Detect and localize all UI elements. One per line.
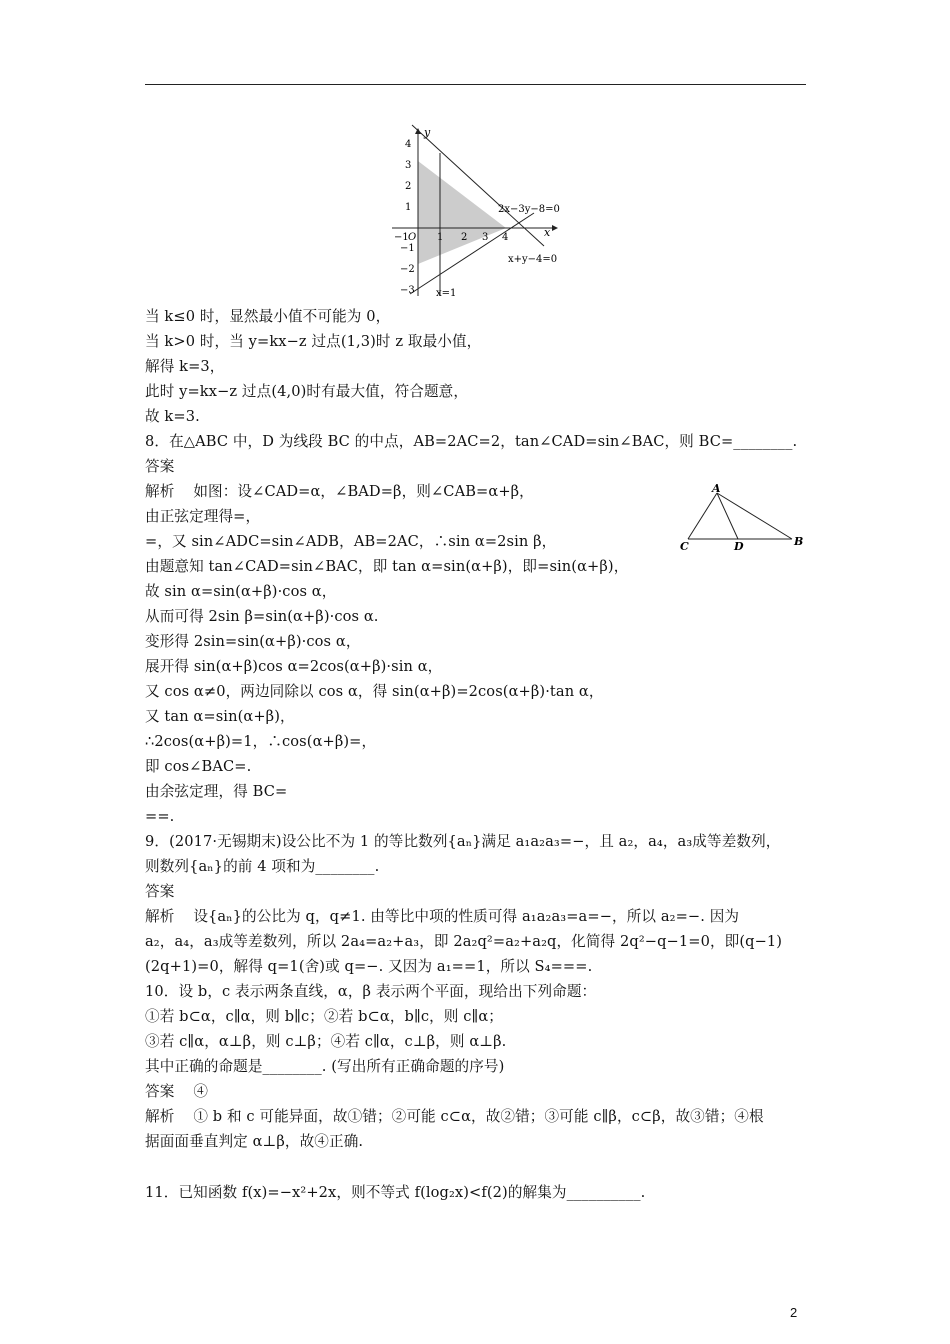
solution-line: 又 tan α=sin(α+β)， [145, 708, 295, 725]
solution-line: ==. [145, 808, 175, 825]
text-line: 当 k>0 时，当 y=kx−z 过点(1,3)时 z 取最小值， [145, 333, 482, 350]
question-10: ③若 c∥α，α⊥β，则 c⊥β；④若 c∥α，c⊥β，则 α⊥β. [145, 1033, 507, 1050]
side-ac [688, 493, 717, 539]
page-number: 2 [790, 1305, 798, 1320]
answer-label: 答案 [145, 458, 175, 475]
question-10: ①若 b⊂α，c∥α，则 b∥c；②若 b⊂α，b∥c，则 c∥α； [145, 1008, 503, 1025]
y-tick-label: −3 [400, 285, 415, 296]
solution-line: 据面面垂直判定 α⊥β，故④正确. [145, 1133, 364, 1150]
solution-line: 即 cos∠BAC=. [145, 758, 252, 775]
feasible-region-graph [378, 120, 578, 310]
vertex-c-label: C [680, 540, 689, 553]
question-8: 8．在△ABC 中，D 为线段 BC 的中点，AB=2AC=2，tan∠CAD=sin∠BAC，则 BC=________. [145, 433, 798, 450]
x-axis-arrow [552, 225, 558, 231]
vertex-b-label: B [794, 535, 804, 548]
solution-line: a₂，a₄，a₃成等差数列，所以 2a₄=a₂+a₃，即 2a₂q²=a₂+a₂q，化简得 2q²−q−1=0，即(q−1) [145, 933, 783, 950]
triangle-figure [676, 481, 812, 555]
line3-label: x=1 [436, 288, 457, 299]
line2-label: x+y−4=0 [508, 254, 558, 265]
y-axis-label: y [424, 126, 431, 139]
text-line: 此时 y=kx−z 过点(4,0)时有最大值，符合题意， [145, 383, 469, 400]
solution-line: 解析 如图：设∠CAD=α，∠BAD=β，则∠CAB=α+β， [145, 483, 534, 500]
answer-label: 答案 [145, 883, 175, 900]
y-tick-label: −2 [400, 264, 415, 275]
solution-line: 由余弦定理，得 BC= [145, 783, 288, 800]
x-tick-label: 4 [502, 232, 509, 243]
shaded-region [418, 161, 509, 264]
x-tick-label: 3 [482, 232, 489, 243]
solution-line: 由正弦定理得=， [145, 508, 261, 525]
solution-line: 展开得 sin(α+β)cos α=2cos(α+β)·sin α， [145, 658, 443, 675]
y-tick-label: −1 [400, 243, 415, 254]
x-tick-label: 1 [437, 232, 444, 243]
solution-line: 从而可得 2sin β=sin(α+β)·cos α. [145, 608, 379, 625]
answer-label: 答案 ④ [145, 1083, 209, 1100]
solution-line: 由题意知 tan∠CAD=sin∠BAC，即 tan α=sin(α+β)，即=sin(α+β)， [145, 558, 629, 575]
question-11: 11．已知函数 f(x)=−x²+2x，则不等式 f(log₂x)<f(2)的解集为__________. [145, 1184, 646, 1201]
header-rule [145, 84, 806, 85]
y-tick-label: 2 [405, 181, 412, 192]
y-tick-label: 1 [405, 202, 412, 213]
vertex-a-label: A [712, 482, 721, 495]
x-tick-label: −1 [394, 232, 409, 243]
side-ab [717, 493, 792, 539]
question-10: 其中正确的命题是________. (写出所有正确命题的序号) [145, 1058, 505, 1075]
y-tick-label: 3 [405, 160, 412, 171]
point-d-label: D [734, 540, 744, 553]
solution-line: ∴2cos(α+β)=1，∴cos(α+β)=， [145, 733, 377, 750]
question-9: 9．(2017·无锡期末)设公比不为 1 的等比数列{aₙ}满足 a₁a₂a₃=−，且 a₂，a₄，a₃成等差数列， [145, 833, 781, 850]
line1-label: 2x−3y−8=0 [498, 204, 560, 215]
y-tick-label: 4 [405, 139, 412, 150]
origin-label: O [408, 232, 417, 243]
question-9: 则数列{aₙ}的前 4 项和为________. [145, 858, 380, 875]
solution-line: =，又 sin∠ADC=sin∠ADB，AB=2AC，∴sin α=2sin β， [145, 533, 557, 550]
solution-line: (2q+1)=0，解得 q=1(舍)或 q=−. 又因为 a₁==1，所以 S₄===. [145, 958, 593, 975]
solution-line: 又 cos α≠0，两边同除以 cos α，得 sin(α+β)=2cos(α+β)·tan α， [145, 683, 604, 700]
question-10: 10．设 b，c 表示两条直线，α，β 表示两个平面，现给出下列命题： [145, 983, 597, 1000]
solution-line: 变形得 2sin=sin(α+β)·cos α， [145, 633, 361, 650]
x-tick-label: 2 [461, 232, 468, 243]
solution-line: 解析 ① b 和 c 可能异面，故①错；②可能 c⊂α，故②错；③可能 c∥β，c⊂β，故③错；④根 [145, 1108, 764, 1125]
text-line: 当 k≤0 时，显然最小值不可能为 0， [145, 308, 391, 325]
text-line: 故 k=3. [145, 408, 200, 425]
solution-line: 故 sin α=sin(α+β)·cos α， [145, 583, 337, 600]
x-axis-label: x [544, 226, 551, 239]
solution-line: 解析 设{aₙ}的公比为 q，q≠1. 由等比中项的性质可得 a₁a₂a₃=a=−，所以 a₂=−. 因为 [145, 908, 740, 925]
text-line: 解得 k=3， [145, 358, 225, 375]
